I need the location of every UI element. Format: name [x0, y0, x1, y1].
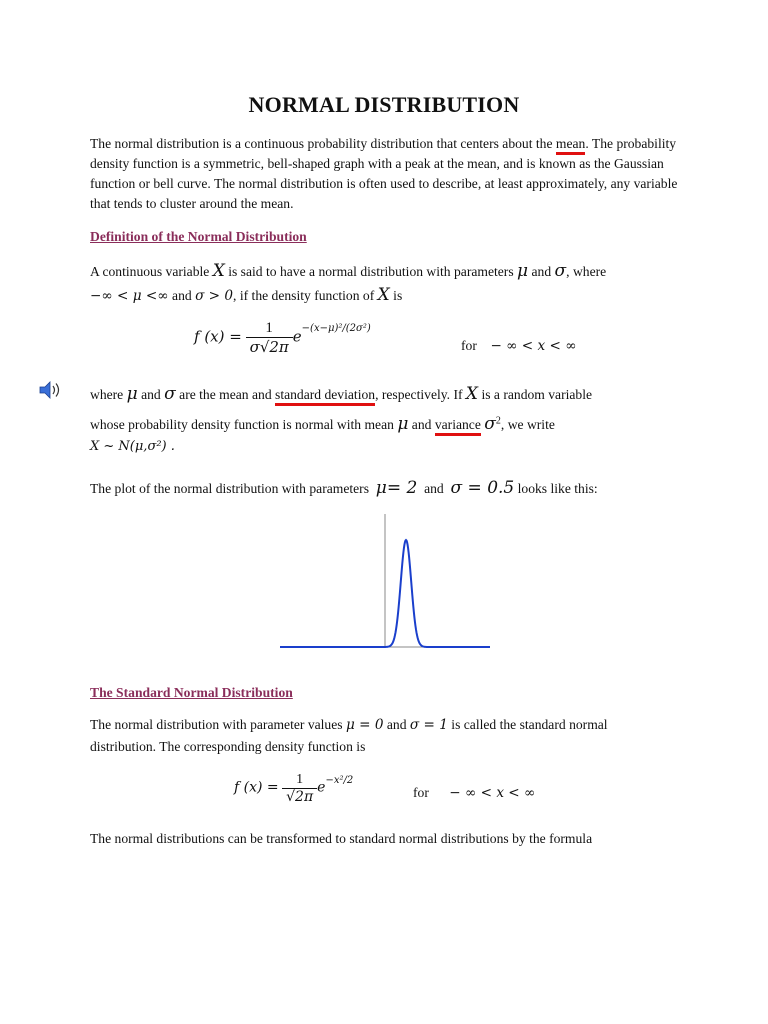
sigma-value: σ = 0.5 [450, 478, 515, 498]
std-line-2: distribution. The corresponding density function is [90, 739, 366, 754]
def-and: and [531, 264, 552, 279]
sigma-exponent: 2 [495, 415, 501, 427]
formula2-fraction [282, 772, 317, 805]
plot-text-pre: The plot of the normal distribution with parameters [90, 481, 369, 496]
condition-sigma: σ > 0 [195, 288, 234, 304]
where-text-1: where [90, 387, 124, 402]
def-and-2: and [172, 288, 192, 303]
formula1-exp-base: e [292, 327, 302, 346]
formula2-exponent: −x²/2 [325, 774, 354, 786]
symbol-sigma: σ [554, 261, 567, 281]
formula1-lhs: f (x) = [194, 327, 242, 346]
formula2-range: − ∞ < x < ∞ [449, 785, 536, 801]
std-text-1: The normal distribution with parameter values [90, 717, 343, 732]
definition-line-1 [90, 261, 606, 281]
speaker-icon[interactable] [38, 380, 64, 400]
where-line-1 [90, 384, 592, 404]
standard-normal-heading: The Standard Normal Distribution [90, 685, 293, 700]
where-text-4: is a random variable [481, 387, 593, 402]
formula2-numerator: 1 [282, 772, 317, 789]
where-text-3: , respectively. If [375, 387, 463, 402]
plot-text-post: looks like this: [517, 481, 598, 496]
formula1-exponent: −(x−μ)²/(2σ²) [301, 323, 371, 335]
definition-heading: Definition of the Normal Distribution [90, 229, 307, 244]
std-line-1 [90, 717, 608, 733]
formula1-domain [461, 338, 577, 354]
standard-deviation-link[interactable]: standard deviation [275, 387, 375, 406]
where-x: X [465, 384, 479, 404]
def-text-2: is said to have a normal distribution with parameters [228, 264, 514, 279]
standard-density-formula [234, 772, 353, 805]
where-line-2 [90, 414, 555, 434]
where-text-6: , we write [500, 417, 555, 432]
condition-mu: −∞ < μ <∞ [90, 288, 169, 304]
normal-curve-chart [274, 512, 496, 662]
intro-paragraph [90, 134, 680, 214]
formula2-domain [413, 785, 535, 801]
intro-text-rest: probability density function is a symmetric, bell-shaped graph with a peak at the mean, and is known as the Gaussian function or bell curve. The normal distribution is often used to describe, at least approximately, any variable that tends to cluster around the mean. [90, 136, 678, 211]
where-mu: μ [126, 384, 138, 404]
formula1-fraction [246, 320, 293, 356]
plot-sentence [90, 478, 598, 498]
formula2-denominator: √2π [286, 789, 314, 805]
normal-notation: X ~ N(μ,σ²) . [90, 439, 175, 454]
symbol-mu: μ [517, 261, 529, 281]
intro-text-end: . The [585, 136, 614, 151]
normal-density-formula [194, 320, 371, 356]
std-and: and [386, 717, 407, 732]
sigma-one: σ = 1 [409, 717, 448, 733]
def-text-1: A continuous variable [90, 264, 210, 279]
formula2-lhs: f (x) = [234, 779, 279, 796]
mean-link[interactable]: mean [556, 136, 585, 155]
formula2-for: for [413, 785, 429, 800]
def-text-4: , if the density function of [233, 288, 375, 303]
mu-zero: μ = 0 [345, 717, 384, 733]
plot-and: and [424, 481, 444, 496]
intro-text-start: The normal distribution is a continuous probability distribution that centers about the [90, 136, 556, 151]
def-text-3: , where [566, 264, 607, 279]
mu-value: μ= 2 [375, 478, 418, 498]
where-mu-2: μ [397, 414, 409, 434]
def-text-5: is [393, 288, 403, 303]
sigma-squared: σ [484, 414, 496, 434]
formula1-for: for [461, 338, 477, 353]
where-and-2: and [411, 417, 432, 432]
where-text-2: are the mean and [179, 387, 272, 402]
formula1-numerator: 1 [246, 320, 293, 338]
formula1-denominator: σ√2π [249, 338, 289, 356]
where-text-5: whose probability density function is normal with mean [90, 417, 394, 432]
where-sigma: σ [164, 384, 176, 404]
formula1-range: − ∞ < x < ∞ [490, 338, 577, 354]
variance-link[interactable]: variance [435, 417, 481, 436]
std-text-2: is called the standard normal [451, 717, 608, 732]
var-x: X [212, 261, 225, 281]
var-x-2: X [377, 285, 390, 305]
transform-sentence: The normal distributions can be transformed to standard normal distributions by the formula [90, 831, 593, 846]
page-title: NORMAL DISTRIBUTION [248, 92, 520, 117]
formula2-exp-base: e [317, 779, 326, 796]
definition-line-2 [90, 285, 402, 305]
where-and: and [141, 387, 161, 402]
